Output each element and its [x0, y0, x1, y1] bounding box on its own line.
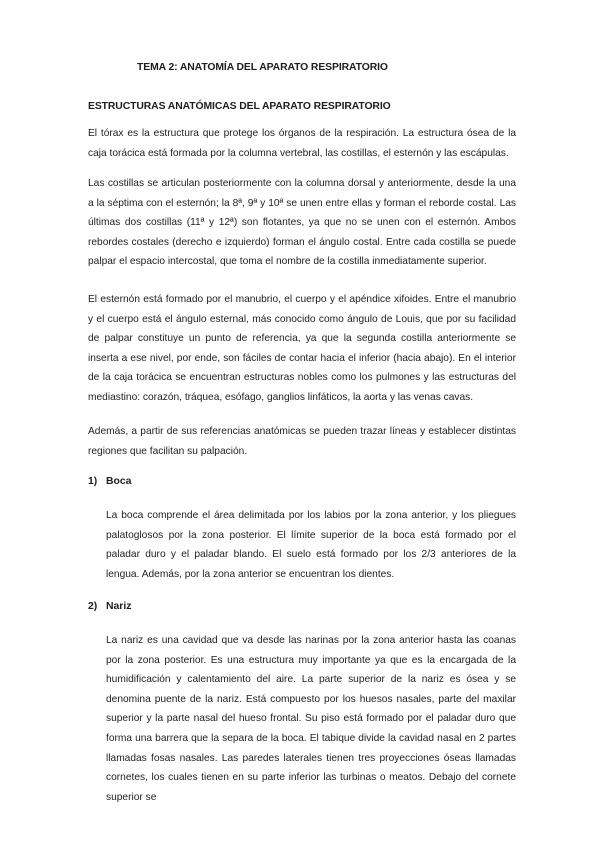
document-title: TEMA 2: ANATOMÍA DEL APARATO RESPIRATORIO [137, 62, 388, 73]
list-item-text-nariz: La nariz es una cavidad que va desde las narinas por la zona anterior hasta las coanas por la zona posterior. Es una estructura muy importante ya que es la encargada de la humidificación y calentamiento del aire. La parte superior de la nariz es ósea y se denomina puente de la nariz. Está compuesto por los huesos nasales, parte del maxilar superior y la parte nasal del hueso frontal. Su piso está formado por el paladar duro que forma una barrera que la separa de la boca. El tabique divide la cavidad nasal en 2 partes llamadas fosas nasales. Las paredes laterales tienen tres proyecciones óseas llamadas cornetes, los cuales tienen en su parte inferior las turbinas o meatos. Debajo del cornete superior se [106, 635, 516, 803]
paragraph-referencias: Además, a partir de sus referencias anatómicas se pueden trazar líneas y establecer distintas regiones que facilitan su palpación. [88, 426, 516, 457]
paragraph-costillas: Las costillas se articulan posteriormente con la columna dorsal y anteriormente, desde la una a la séptima con el esternón; la 8ª, 9ª y 10ª se unen entre ellas y forman el reborde costal. Las últimas dos costillas (11ª y 12ª) son flotantes, ya que no se unen con el esternón. Ambos rebordes costales (derecho e izquierdo) forman el ángulo costal. Entre cada costilla se puede palpar el espacio intercostal, que toma el nombre de la costilla inmediatamente superior. [88, 178, 516, 268]
section-heading: ESTRUCTURAS ANATÓMICAS DEL APARATO RESPIRATORIO [88, 101, 391, 112]
list-item-number-nariz: 2) [88, 601, 98, 612]
paragraph-esternon: El esternón está formado por el manubrio, el cuerpo y el apéndice xifoides. Entre el manubrio y el cuerpo está el ángulo esternal, más conocido como ángulo de Louis, que por su facilidad de palpar constituye un punto de referencia, ya que la segunda costilla anteriormente se inserta a ese nivel, por ende, son fáciles de contar hacia el inferior (hacia abajo). En el interior de la caja torácica se encuentran estructuras nobles como los pulmones y las estructuras del mediastino: corazón, tráquea, esófago, ganglios linfáticos, la aorta y las venas cavas. [88, 294, 516, 403]
list-item-label-boca: Boca [106, 476, 132, 487]
list-item-label-nariz: Nariz [106, 601, 132, 612]
paragraph-torax: El tórax es la estructura que protege los órganos de la respiración. La estructura ósea de la caja torácica está formada por la columna vertebral, las costillas, el esternón y las escápulas. [88, 128, 516, 159]
list-item-text-boca: La boca comprende el área delimitada por los labios por la zona anterior, y los pliegues palatoglosos por la zona posterior. El límite superior de la boca está formado por el paladar duro y el paladar blando. El suelo está formado por los 2/3 anteriores de la lengua. Además, por la zona anterior se encuentran los dientes. [106, 510, 516, 580]
list-item-number-boca: 1) [88, 476, 98, 487]
